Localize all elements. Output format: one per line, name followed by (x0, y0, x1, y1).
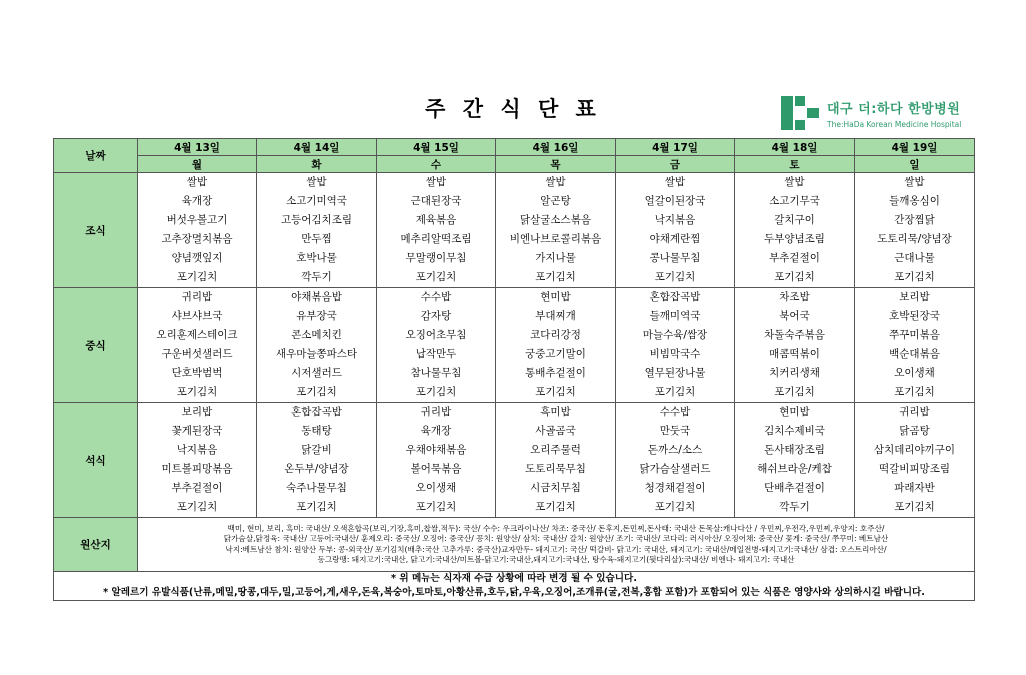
menu-item: 부대찌개 (535, 310, 576, 322)
menu-item: 간장찜닭 (894, 214, 935, 226)
menu-cell (257, 288, 377, 403)
menu-item: 쌀밥 (545, 176, 566, 188)
menu-cell (138, 173, 257, 288)
date-cell: 4월 14일 (257, 139, 377, 156)
menu-cell (855, 403, 975, 518)
menu-item: 오징어초무침 (405, 329, 467, 341)
menu-item: 코다리강정 (530, 329, 581, 341)
menu-item: 보리밥 (181, 406, 213, 418)
menu-item: 깍두기 (301, 271, 332, 283)
menu-item: 숙주나물무침 (286, 482, 347, 494)
menu-item: 도토리묵무침 (525, 463, 586, 475)
menu-item: 육개장 (420, 425, 452, 437)
menu-item: 수수밥 (659, 406, 691, 418)
menu-item: 현미밥 (540, 291, 571, 303)
menu-item: 버섯우볼고기 (166, 214, 228, 226)
menu-item: 포기김치 (654, 501, 696, 513)
menu-item: 포기김치 (894, 271, 935, 283)
menu-item: 시저샐러드 (291, 367, 342, 379)
menu-cell (855, 288, 975, 403)
menu-item: 쌀밥 (784, 176, 805, 188)
menu-cell (138, 403, 257, 518)
menu-item: 수수밥 (420, 291, 452, 303)
menu-item: 포기김치 (176, 271, 218, 283)
menu-item: 흑미밥 (540, 406, 571, 418)
menu-item: 오이생채 (894, 367, 935, 379)
menu-cell (735, 403, 855, 518)
weekday-cell: 월 (138, 156, 257, 173)
menu-cell (496, 288, 616, 403)
menu-cell (735, 173, 855, 288)
menu-cell (855, 173, 975, 288)
logo-mark-icon (781, 96, 819, 130)
weekly-menu-table (53, 138, 975, 601)
menu-item: 현미밥 (779, 406, 810, 418)
menu-item: 소고기미역국 (286, 195, 347, 207)
menu-item: 만두찜 (301, 233, 332, 245)
origin-line: 동그랑땡: 돼지고기:국내산, 닭고기:국내산/미트볼-닭고기:국내산,돼지고기:국내산, 탕수육-돼지고기(뒷다리살):국내산/ 비엔나- 돼지고기: 국내산 (317, 555, 795, 564)
menu-item: 호박된장국 (889, 310, 940, 322)
menu-item: 고추장멸치볶음 (161, 233, 233, 245)
menu-item: 온두부/양념장 (284, 463, 349, 475)
weekday-cell: 화 (257, 156, 377, 173)
weekday-cell: 목 (496, 156, 616, 173)
menu-item: 야채계란찜 (649, 233, 701, 245)
menu-item: 갈치구이 (774, 214, 815, 226)
date-cell: 4월 18일 (735, 139, 855, 156)
menu-item: 귀리밥 (420, 406, 452, 418)
menu-item: 포기김치 (894, 501, 935, 513)
menu-cell (496, 173, 616, 288)
menu-item: 참나물무침 (410, 367, 462, 379)
menu-item: 비엔나브로콜리볶음 (509, 233, 602, 245)
menu-item: 오이생채 (415, 482, 457, 494)
menu-item: 혼합잡곡밥 (291, 406, 342, 418)
date-cell: 4월 15일 (377, 139, 496, 156)
menu-item: 돈사태장조림 (764, 444, 825, 456)
menu-item: 귀리밥 (899, 406, 930, 418)
menu-item: 양념깻잎지 (171, 252, 223, 264)
menu-item: 백순대볶음 (889, 348, 940, 360)
menu-item: 포기김치 (654, 386, 696, 398)
origin-info (138, 518, 975, 572)
menu-item: 소고기무국 (769, 195, 820, 207)
weekday-cell: 토 (735, 156, 855, 173)
menu-cell (496, 403, 616, 518)
origin-line: 닭가슴살,닭정육: 국내산/ 고등어:국내산/ 훈제오리: 중국산/ 오징어: 중국산/ 꽁치: 원양산/ 삼치: 국내산/ 갈치: 원양산/ 조기: 국내산/ 코다리: 러시아산/ 오징어채: 중국산/ 꽃게: 중국산/ 쭈꾸미: 베트남산 (223, 534, 889, 543)
menu-item: 포기김치 (654, 271, 696, 283)
menu-item: 궁중고기말이 (525, 348, 586, 360)
menu-item: 차조밥 (779, 291, 810, 303)
menu-cell (735, 288, 855, 403)
menu-item: 포기김치 (894, 386, 935, 398)
menu-item: 사골곰국 (535, 425, 576, 437)
menu-item: 콩나물무침 (649, 252, 701, 264)
menu-cell (257, 173, 377, 288)
hospital-logo (781, 96, 961, 130)
menu-item: 무말랭이무침 (405, 252, 467, 264)
menu-item: 포기김치 (774, 386, 815, 398)
menu-item: 포기김치 (415, 271, 457, 283)
menu-item: 치커리생채 (769, 367, 820, 379)
menu-item: 북어국 (779, 310, 810, 322)
menu-item: 닭곰탕 (899, 425, 930, 437)
menu-item: 해쉬브라운/케찹 (757, 463, 832, 475)
origin-line: 낙지:베트남산 참치: 원양산 두부: 콩-외국산/ 포기김치(배추:국산 고추가루: 중국산)교자만두- 돼지고기: 국산/ 떡갈비- 닭고기: 국내산, 돼지고기: 국내산/메일전병-돼지고기:국내산/ 삼겹: 오스트리아산/ (225, 544, 887, 554)
menu-item: 들깨미역국 (649, 310, 701, 322)
meal-label: 석식 (54, 403, 138, 518)
origin-label: 원산지 (54, 518, 138, 572)
menu-item: 제육볶음 (415, 214, 457, 226)
menu-item: 두부양념조림 (764, 233, 825, 245)
menu-item: 낙지볶음 (176, 444, 218, 456)
notice (54, 572, 975, 601)
menu-item: 매콤떡볶이 (769, 348, 820, 360)
date-cell: 4월 19일 (855, 139, 975, 156)
meal-label: 조식 (54, 173, 138, 288)
menu-item: 포기김치 (774, 271, 815, 283)
menu-cell (616, 173, 735, 288)
menu-item: 혼합잡곡밥 (649, 291, 701, 303)
menu-item: 미트볼피망볶음 (161, 463, 233, 475)
menu-item: 유부장국 (296, 310, 337, 322)
logo-name-en: The:HaDa Korean Medicine Hospital (827, 119, 962, 129)
menu-item: 시금치무침 (530, 482, 581, 494)
menu-item: 들깨옹심이 (889, 195, 940, 207)
menu-item: 닭가슴살샐러드 (639, 463, 711, 475)
menu-cell (377, 173, 496, 288)
menu-item: 통배추겉절이 (525, 367, 586, 379)
menu-item: 얼갈이된장국 (644, 195, 706, 207)
menu-item: 귀리밥 (181, 291, 213, 303)
menu-item: 콘소메치킨 (291, 329, 342, 341)
menu-item: 깍두기 (779, 501, 810, 513)
menu-item: 가지나물 (535, 252, 576, 264)
menu-item: 포기김치 (535, 501, 576, 513)
menu-item: 감자탕 (420, 310, 452, 322)
menu-cell (377, 403, 496, 518)
menu-item: 메추리알떡조림 (400, 233, 472, 245)
menu-item: 부추겉절이 (769, 252, 820, 264)
menu-item: 낙지볶음 (654, 214, 696, 226)
menu-item: 쌀밥 (186, 176, 208, 188)
notice-line: * 알레르기 유발식품(난류,메밀,땅콩,대두,밀,고등어,게,새우,돈육,복숭아,토마토,아황산류,호두,닭,우육,오징어,조개류(굴,전복,홍합 포함)가 포함되어 있는 식품은 영양사와 상의하시길 바랍니다. (103, 587, 925, 598)
menu-item: 꽃게된장국 (171, 425, 223, 437)
menu-item: 단호박범벅 (171, 367, 223, 379)
date-cell: 4월 17일 (616, 139, 735, 156)
weekday-cell: 금 (616, 156, 735, 173)
menu-item: 단배추겉절이 (764, 482, 825, 494)
menu-item: 포기김치 (296, 386, 337, 398)
menu-item: 부추겉절이 (171, 482, 223, 494)
notice-line: * 위 메뉴는 식자재 수급 상황에 따라 변경 될 수 있습니다. (391, 573, 637, 584)
menu-item: 포기김치 (415, 501, 457, 513)
menu-item: 쭈꾸미볶음 (889, 329, 940, 341)
logo-name-ko: 대구 더:하다 한방병원 (827, 101, 961, 117)
menu-item: 파래자반 (894, 482, 935, 494)
weekday-cell: 수 (377, 156, 496, 173)
menu-item: 샤브샤브국 (171, 310, 223, 322)
menu-item: 새우마늘쫑파스타 (275, 348, 358, 360)
menu-item: 삼치데리야끼구이 (873, 444, 956, 456)
menu-item: 열무된장나물 (644, 367, 706, 379)
menu-item: 쌀밥 (425, 176, 447, 188)
date-header: 날짜 (54, 139, 138, 173)
menu-item: 포기김치 (296, 501, 337, 513)
menu-item: 납작만두 (415, 348, 457, 360)
menu-item: 비빔막국수 (649, 348, 701, 360)
menu-item: 쌀밥 (904, 176, 925, 188)
menu-item: 근대된장국 (410, 195, 462, 207)
menu-item: 김치수제비국 (764, 425, 825, 437)
menu-item: 야채볶음밥 (291, 291, 342, 303)
menu-item: 돈까스/소스 (647, 444, 703, 456)
meal-row (54, 403, 975, 518)
menu-item: 쌀밥 (664, 176, 686, 188)
menu-item: 호박나물 (296, 252, 337, 264)
menu-item: 볼어묵볶음 (410, 463, 462, 475)
menu-item: 만둣국 (659, 425, 691, 437)
menu-item: 고등어김치조림 (280, 214, 352, 226)
weekday-cell: 일 (855, 156, 975, 173)
menu-item: 알곤탕 (540, 195, 571, 207)
menu-item: 떡갈비피망조림 (878, 463, 950, 475)
menu-item: 포기김치 (415, 386, 457, 398)
menu-item: 오리훈제스테이크 (156, 329, 238, 341)
menu-cell (138, 288, 257, 403)
menu-item: 청경채겉절이 (644, 482, 706, 494)
origin-line: 백미, 현미, 보리, 흑미: 국내산/ 오색혼합곡(보리,기장,흑미,찹쌀,적두): 국산/ 수수: 우크라이나산/ 차조: 중국산/ 돈후지,돈민찌,돈사태: 국내산 돈목살:캐나다산 / 우민찌,우전각,우민찌,우양지: 호주산/ (227, 523, 885, 533)
menu-item: 구운버섯샐러드 (161, 348, 233, 360)
menu-cell (377, 288, 496, 403)
menu-item: 쌀밥 (306, 176, 327, 188)
menu-item: 차돌숙주볶음 (764, 329, 825, 341)
menu-item: 도토리묵/양념장 (877, 233, 952, 245)
meal-row (54, 173, 975, 288)
menu-item: 근대나물 (894, 252, 935, 264)
menu-item: 보리밥 (899, 291, 930, 303)
menu-item: 포기김치 (176, 386, 218, 398)
date-cell: 4월 16일 (496, 139, 616, 156)
menu-item: 포기김치 (535, 271, 576, 283)
menu-item: 우채야채볶음 (405, 444, 467, 456)
meal-row (54, 288, 975, 403)
menu-item: 오리주물럭 (530, 444, 581, 456)
menu-item: 마늘수육/쌈장 (642, 329, 708, 341)
menu-cell (616, 403, 735, 518)
date-cell: 4월 13일 (138, 139, 257, 156)
page-title: 주 간 식 단 표 (425, 97, 601, 121)
menu-item: 닭갈비 (301, 444, 332, 456)
meal-label: 중식 (54, 288, 138, 403)
menu-cell (616, 288, 735, 403)
menu-cell (257, 403, 377, 518)
menu-item: 포기김치 (535, 386, 576, 398)
menu-item: 닭살굴소스볶음 (519, 214, 591, 226)
menu-item: 동태탕 (301, 425, 332, 437)
menu-item: 육개장 (181, 195, 213, 207)
menu-item: 포기김치 (176, 501, 218, 513)
